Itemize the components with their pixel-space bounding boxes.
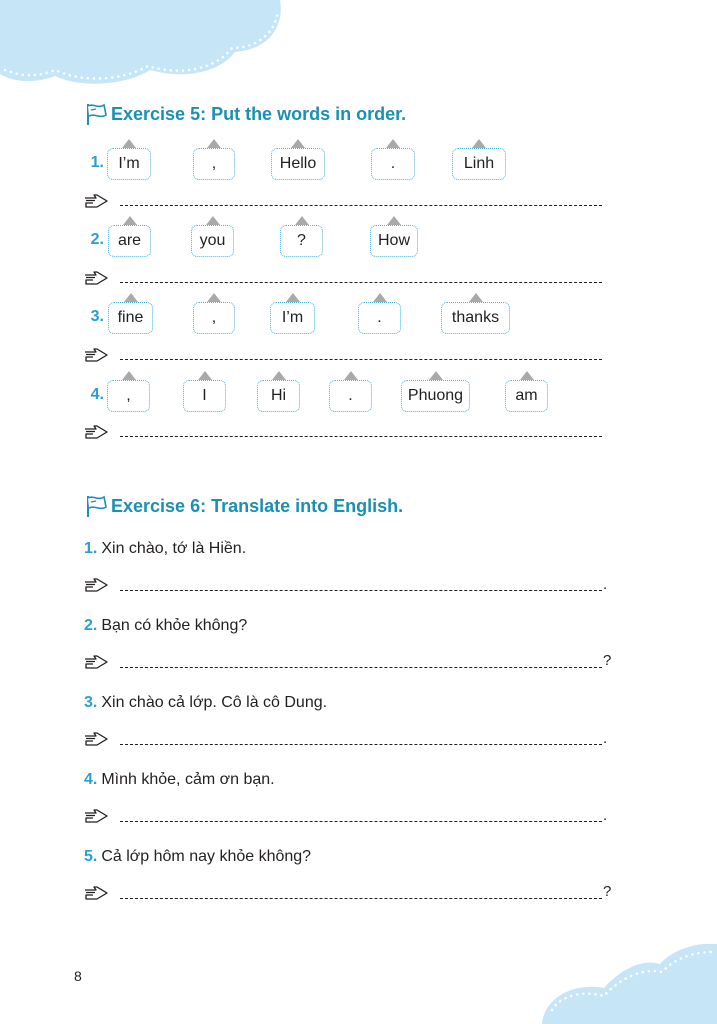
word-box: I [183,380,226,412]
line-end-punctuation: ? [603,652,612,669]
answer-line[interactable] [120,282,602,283]
word-box: , [107,380,150,412]
line-end-punctuation: . [603,730,608,747]
word-box: . [329,380,372,412]
pointing-hand-icon [84,886,108,900]
item-number: 1. [90,154,104,171]
word-box: Linh [452,148,506,180]
line-end-punctuation: ? [603,883,612,900]
word-box: , [193,302,235,334]
pointing-hand-icon [84,732,108,746]
word-row-1 [0,148,717,180]
word-box: How [370,225,418,257]
exercise-5-heading [84,99,406,129]
item-number: 3. [84,694,98,711]
answer-line[interactable] [120,359,602,360]
word-box: thanks [441,302,510,334]
exercise-5-title: Exercise 5: Put the words in order. [111,103,407,124]
word-box: you [191,225,234,257]
item-number: 2. [84,617,98,634]
word-box: fine [108,302,153,334]
word-box: ? [280,225,323,257]
word-row-3 [0,302,717,334]
word-box: . [371,148,415,180]
pointing-hand-icon [84,348,108,362]
sentence-text: Mình khỏe, cảm ơn bạn. [101,771,275,788]
cloud-decoration-bottom [542,944,717,1024]
sentence-text: Xin chào cả lớp. Cô là cô Dung. [101,694,328,711]
word-box: Hi [257,380,300,412]
answer-line[interactable] [120,436,602,437]
sentence-text: Cả lớp hôm nay khỏe không? [101,848,312,865]
word-box: are [108,225,151,257]
word-box: Hello [271,148,325,180]
answer-line[interactable] [120,667,602,668]
word-row-4 [0,380,717,412]
item-number: 3. [90,308,104,325]
exercise-6-title: Exercise 6: Translate into English. [111,495,404,516]
answer-line[interactable] [120,744,602,745]
sentence-item [84,694,327,712]
sentence-item [84,848,311,866]
sentence-item [84,540,246,558]
word-box: Phuong [401,380,470,412]
sentence-text: Xin chào, tớ là Hiền. [101,540,247,557]
item-number: 2. [90,231,104,248]
word-row-2 [0,225,717,257]
pointing-hand-icon [84,655,108,669]
word-box: am [505,380,548,412]
word-box: I’m [270,302,315,334]
item-number: 4. [90,386,104,403]
flag-icon [84,101,110,127]
pointing-hand-icon [84,809,108,823]
sentence-item [84,771,275,789]
exercise-6-heading [84,491,403,521]
answer-line[interactable] [120,898,602,899]
word-box: , [193,148,235,180]
pointing-hand-icon [84,271,108,285]
item-number: 5. [84,848,98,865]
word-box: . [358,302,401,334]
pointing-hand-icon [84,194,108,208]
sentence-item [84,617,247,635]
flag-icon [84,493,110,519]
line-end-punctuation: . [603,807,608,824]
item-number: 1. [84,540,98,557]
answer-line[interactable] [120,205,602,206]
pointing-hand-icon [84,578,108,592]
word-box: I’m [107,148,151,180]
answer-line[interactable] [120,821,602,822]
answer-line[interactable] [120,590,602,591]
pointing-hand-icon [84,425,108,439]
item-number: 4. [84,771,98,788]
cloud-decoration-top [0,0,285,90]
page-number: 8 [74,968,82,984]
sentence-text: Bạn có khỏe không? [101,617,248,634]
line-end-punctuation: . [603,576,608,593]
